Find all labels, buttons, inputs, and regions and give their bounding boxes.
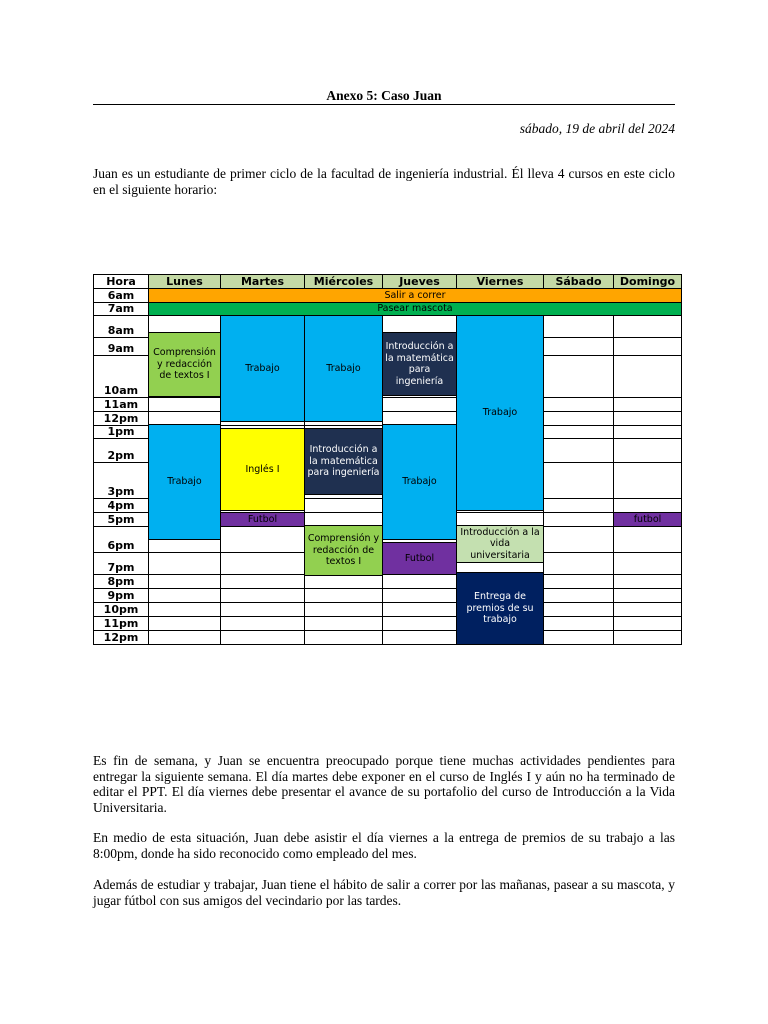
hour-label: 10am <box>93 355 149 398</box>
hour-label: 12pm <box>93 411 149 426</box>
schedule-event: Futbol <box>382 542 457 575</box>
document-title: Anexo 5: Caso Juan <box>326 88 442 103</box>
grid-cell <box>543 337 614 356</box>
hour-label: 6pm <box>93 526 149 553</box>
schedule-event: Introducción a la matemática para ingeniería <box>304 428 383 495</box>
grid-cell <box>220 588 305 603</box>
grid-cell <box>543 462 614 499</box>
document-date: sábado, 19 de abril del 2024 <box>519 121 675 136</box>
hour-label: 7pm <box>93 552 149 575</box>
schedule-event: Trabajo <box>382 424 457 540</box>
schedule-event: Salir a correr <box>148 288 682 303</box>
grid-cell <box>543 588 614 603</box>
schedule-event: futbol <box>613 512 682 527</box>
grid-cell <box>543 602 614 617</box>
grid-cell <box>304 630 383 645</box>
grid-cell <box>148 630 221 645</box>
grid-cell <box>543 425 614 439</box>
grid-cell <box>543 526 614 553</box>
grid-cell <box>382 574 457 589</box>
schedule-event: Pasear mascota <box>148 302 682 316</box>
schedule-event: Introducción a la vida universitaria <box>456 525 544 563</box>
hour-label: 8pm <box>93 574 149 589</box>
schedule-event: Trabajo <box>304 315 383 422</box>
grid-cell <box>613 630 682 645</box>
hour-label: 9am <box>93 337 149 356</box>
grid-cell <box>613 425 682 439</box>
schedule-event: Inglés I <box>220 428 305 511</box>
schedule-event: Trabajo <box>148 424 221 540</box>
grid-cell <box>543 397 614 412</box>
header-day: Sábado <box>543 274 614 289</box>
grid-cell <box>613 411 682 426</box>
hour-label: 2pm <box>93 438 149 463</box>
schedule-event: Futbol <box>220 512 305 527</box>
grid-cell <box>543 574 614 589</box>
hour-label: 6am <box>93 288 149 303</box>
header-day: Martes <box>220 274 305 289</box>
grid-cell <box>382 630 457 645</box>
hour-label: 11am <box>93 397 149 412</box>
grid-cell <box>543 512 614 527</box>
grid-cell <box>382 602 457 617</box>
hour-label: 10pm <box>93 602 149 617</box>
grid-cell <box>613 438 682 463</box>
grid-cell <box>613 552 682 575</box>
hour-label: 4pm <box>93 498 149 513</box>
header-day: Domingo <box>613 274 682 289</box>
grid-cell <box>543 411 614 426</box>
grid-cell <box>543 315 614 338</box>
grid-cell <box>220 630 305 645</box>
grid-cell <box>382 616 457 631</box>
header-day: Jueves <box>382 274 457 289</box>
hour-label: 9pm <box>93 588 149 603</box>
grid-cell <box>613 574 682 589</box>
paragraph-weekend: Es fin de semana, y Juan se encuentra preocupado porque tiene muchas actividades pendientes para entregar la siguiente semana. El día martes debe exponer en el curso de Inglés I y aún no ha terminado de editar el PPT. El día viernes debe presentar el avance de su portafolio del curso de Introducción a la Vida Universitaria. <box>93 753 675 815</box>
grid-cell <box>304 588 383 603</box>
grid-cell <box>220 574 305 589</box>
grid-cell <box>613 498 682 513</box>
header-day: Miércoles <box>304 274 383 289</box>
grid-cell <box>613 602 682 617</box>
hour-label: 12pm <box>93 630 149 645</box>
grid-cell <box>148 602 221 617</box>
header-hora: Hora <box>93 274 149 289</box>
grid-cell <box>543 552 614 575</box>
grid-cell <box>613 355 682 398</box>
grid-cell <box>304 602 383 617</box>
schedule-table <box>93 274 681 646</box>
grid-cell <box>304 498 383 513</box>
hour-label: 3pm <box>93 462 149 499</box>
grid-cell <box>543 616 614 631</box>
hour-label: 7am <box>93 302 149 316</box>
grid-cell <box>220 602 305 617</box>
header-day: Viernes <box>456 274 544 289</box>
paragraph-award: En medio de esta situación, Juan debe asistir el día viernes a la entrega de premios de su trabajo a las 8:00pm, donde ha sido reconocido como empleado del mes. <box>93 830 675 861</box>
grid-cell <box>613 588 682 603</box>
grid-cell <box>220 552 305 575</box>
schedule-event: Entrega de premios de su trabajo <box>456 572 544 645</box>
grid-cell <box>220 616 305 631</box>
hour-label: 1pm <box>93 425 149 439</box>
hour-label: 5pm <box>93 512 149 527</box>
grid-cell <box>148 397 221 412</box>
grid-cell <box>613 526 682 553</box>
hour-label: 8am <box>93 315 149 338</box>
grid-cell <box>613 337 682 356</box>
grid-cell <box>148 552 221 575</box>
grid-cell <box>220 526 305 553</box>
grid-cell <box>543 355 614 398</box>
grid-cell <box>613 315 682 338</box>
grid-cell <box>543 630 614 645</box>
grid-cell <box>613 462 682 499</box>
intro-paragraph: Juan es un estudiante de primer ciclo de la facultad de ingeniería industrial. Él lleva 4 cursos en este ciclo en el siguiente horario: <box>93 166 675 197</box>
grid-cell <box>543 498 614 513</box>
grid-cell <box>148 588 221 603</box>
grid-cell <box>382 397 457 412</box>
hour-label: 11pm <box>93 616 149 631</box>
schedule-event: Introducción a la matemática para ingeniería <box>382 332 457 396</box>
paragraph-habits: Además de estudiar y trabajar, Juan tiene el hábito de salir a correr por las mañanas, pasear a su mascota, y jugar fútbol con sus amigos del vecindario por las tardes. <box>93 877 675 908</box>
title-divider <box>93 104 675 105</box>
grid-cell <box>304 574 383 589</box>
grid-cell <box>543 438 614 463</box>
grid-cell <box>304 616 383 631</box>
grid-cell <box>148 574 221 589</box>
grid-cell <box>613 397 682 412</box>
grid-cell <box>382 588 457 603</box>
schedule-event: Comprensión y redacción de textos I <box>148 332 221 397</box>
schedule-event: Trabajo <box>220 315 305 422</box>
schedule-event: Trabajo <box>456 315 544 511</box>
header-day: Lunes <box>148 274 221 289</box>
schedule-event: Comprensión y redacción de textos I <box>304 525 383 576</box>
grid-cell <box>613 616 682 631</box>
grid-cell <box>148 616 221 631</box>
